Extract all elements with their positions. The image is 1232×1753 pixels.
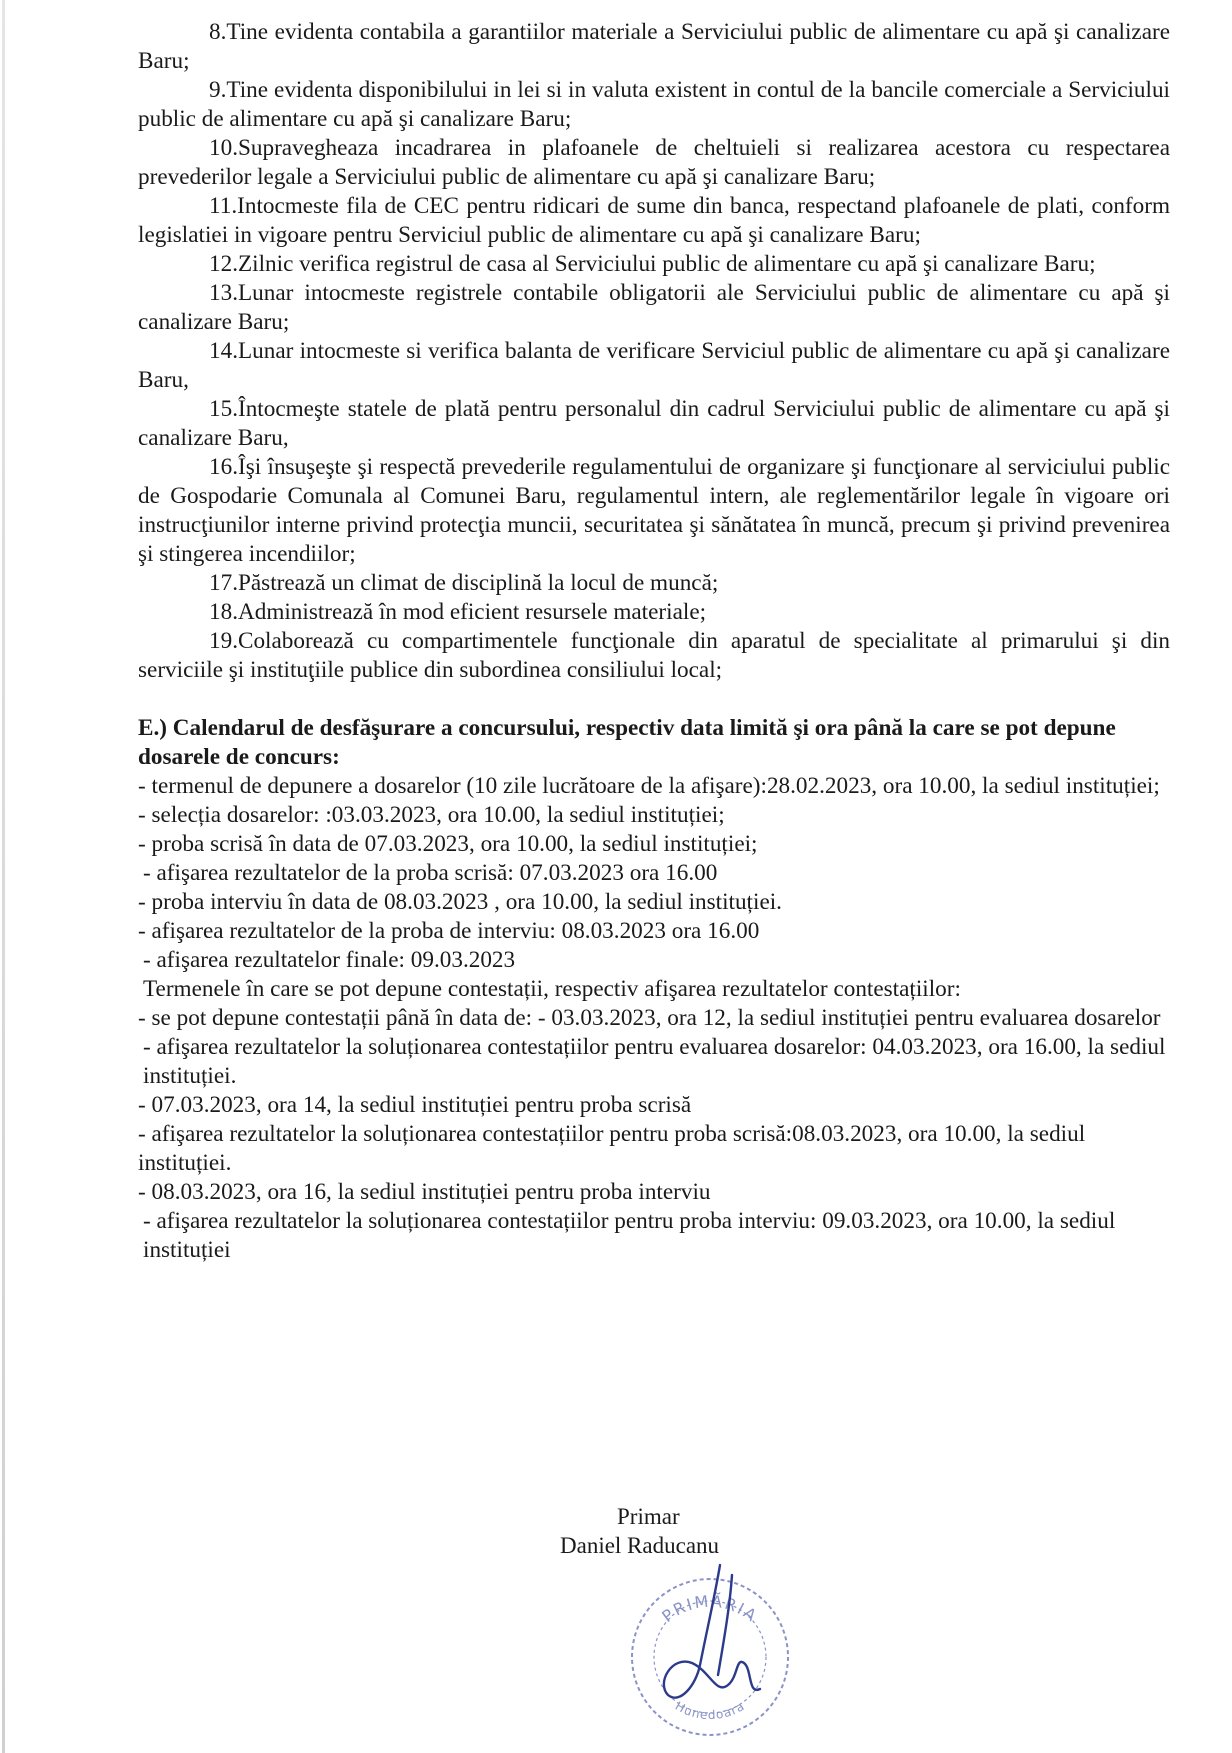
calendar-line: - termenul de depunere a dosarelor (10 zile lucrătoare de la afişare):28.02.2023, ora 10.00, la sediul instituției; <box>138 773 1160 799</box>
duty-item: 16.Îşi însuşeşte şi respectă prevederile regulamentului de organizare şi funcţionare al serviciului public de Gospodarie Comunala al Comunei Baru, regulamentul intern, ale reglementărilor legale în vigoare ori instrucţiunilor interne privind protecţia muncii, securitatea şi sănătatea în muncă, precum şi privind prevenirea şi stingerea incendiilor; <box>138 454 1170 567</box>
duty-item: 8.Tine evidenta contabila a garantiilor materiale a Serviciului public de alimentare cu apă şi canalizare Baru; <box>138 19 1170 74</box>
duties-list <box>138 18 1170 685</box>
calendar-line: - se pot depune contestații până în data de: - 03.03.2023, ora 12, la sediul instituției pentru evaluarea dosarelor <box>138 1005 1161 1031</box>
duty-item: 18.Administrează în mod eficient resursele materiale; <box>209 599 707 625</box>
calendar-line: - afişarea rezultatelor de la proba scrisă: 07.03.2023 ora 16.00 <box>143 860 718 886</box>
duty-item: 14.Lunar intocmeste si verifica balanta de verificare Serviciul public de alimentare cu apă şi canalizare Baru, <box>138 338 1170 393</box>
calendar-line: - afişarea rezultatelor la soluționarea contestațiilor pentru proba interviu: 09.03.2023, ora 10.00, la sediul instituției <box>143 1208 1116 1263</box>
duty-item: 15.Întocmeşte statele de plată pentru personalul din cadrul Serviciului public de alimentare cu apă şi canalizare Baru, <box>138 396 1170 451</box>
section-e-heading: E.) Calendarul de desfăşurare a concursului, respectiv data limită şi ora până la care se pot depune dosarele de concurs: <box>138 715 1116 770</box>
document-page <box>138 18 1170 1265</box>
calendar-line: - afişarea rezultatelor de la proba de interviu: 08.03.2023 ora 16.00 <box>138 918 760 944</box>
signatory-title: Primar <box>617 1504 680 1529</box>
duty-item: 19.Colaborează cu compartimentele funcţionale din aparatul de specialitate al primarului şi din serviciile şi instituţiile publice din subordinea consiliului local; <box>138 628 1170 683</box>
calendar-line: - proba interviu în data de 08.03.2023 , ora 10.00, la sediul instituției. <box>138 889 782 915</box>
stamp-text-bottom: Hunedoara <box>672 1698 748 1723</box>
signatory-name: Daniel Raducanu <box>560 1533 720 1558</box>
duty-item: 13.Lunar intocmeste registrele contabile obligatorii ale Serviciului public de alimentare cu apă şi canalizare Baru; <box>138 280 1170 335</box>
duty-item: 11.Intocmeste fila de CEC pentru ridicari de sume din banca, respectand plafoanele de plati, conform legislatiei in vigoare pentru Serviciul public de alimentare cu apă şi canalizare Baru; <box>138 193 1170 248</box>
calendar-line: - 08.03.2023, ora 16, la sediul instituției pentru proba interviu <box>138 1179 711 1205</box>
calendar-line: Termenele în care se pot depune contestații, respectiv afişarea rezultatelor contestațiilor: <box>143 976 961 1002</box>
handwritten-signature <box>664 1565 760 1698</box>
official-stamp <box>620 1545 800 1745</box>
calendar-line: - 07.03.2023, ora 14, la sediul instituției pentru proba scrisă <box>138 1092 692 1118</box>
scan-edge <box>2 0 5 1753</box>
calendar-line: - afişarea rezultatelor la soluționarea contestațiilor pentru proba scrisă:08.03.2023, ora 10.00, la sediul instituției. <box>138 1121 1086 1176</box>
calendar-line: - afişarea rezultatelor la soluționarea contestațiilor pentru evaluarea dosarelor: 04.03.2023, ora 16.00, la sediul instituției. <box>143 1034 1166 1089</box>
calendar-line: - selecția dosarelor: :03.03.2023, ora 10.00, la sediul instituției; <box>138 802 725 828</box>
calendar-list <box>138 772 1170 1265</box>
duty-item: 17.Păstrează un climat de disciplină la locul de muncă; <box>209 570 719 596</box>
duty-item: 12.Zilnic verifica registrul de casa al Serviciului public de alimentare cu apă şi canalizare Baru; <box>209 251 1096 277</box>
duty-item: 10.Supravegheaza incadrarea in plafoanele de cheltuieli si realizarea acestora cu respectarea prevederilor legale a Serviciului public de alimentare cu apă şi canalizare Baru; <box>138 135 1170 190</box>
calendar-line: - proba scrisă în data de 07.03.2023, ora 10.00, la sediul instituției; <box>138 831 758 857</box>
calendar-line: - afişarea rezultatelor finale: 09.03.2023 <box>143 947 516 973</box>
stamp-text-top: PRIMĂRIA <box>658 1591 762 1627</box>
duty-item: 9.Tine evidenta disponibilului in lei si in valuta existent in contul de la bancile comerciale a Serviciului public de alimentare cu apă şi canalizare Baru; <box>138 77 1170 132</box>
